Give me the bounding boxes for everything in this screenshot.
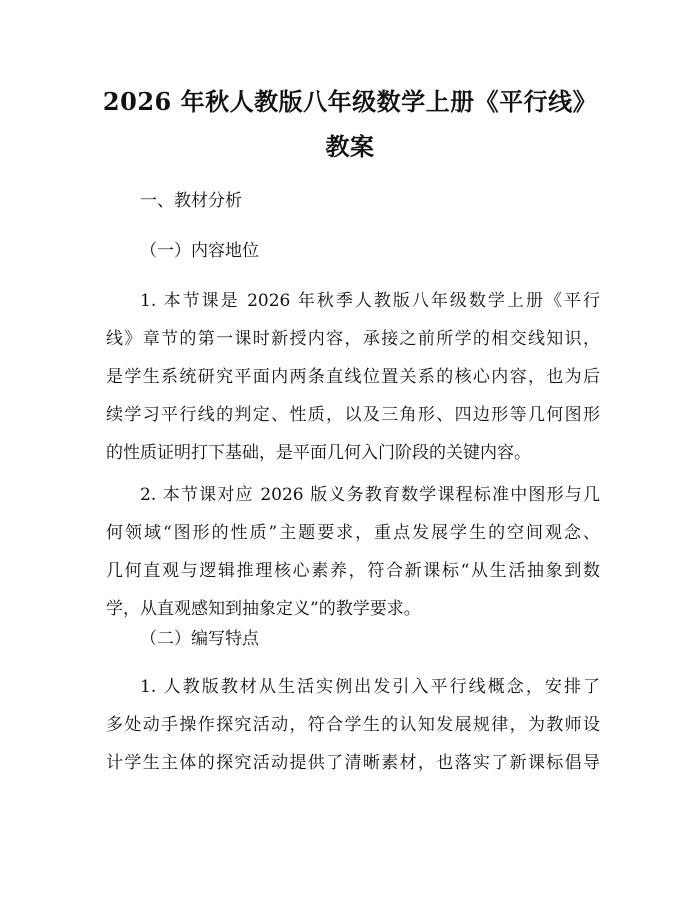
paragraph-line: 续学习平行线的判定、性质，以及三角形、四边形等几何图形 [106, 405, 600, 425]
subsection-heading-content-position: （一）内容地位 [140, 241, 259, 261]
paragraph-line: 的性质证明打下基础，是平面几何入门阶段的关键内容。 [106, 443, 531, 463]
paragraph-line: 1. 本节课是 2026 年秋季人教版八年级数学上册《平行 [140, 291, 600, 311]
paragraph-line: 线》章节的第一课时新授内容，承接之前所学的相交线知识， [106, 329, 600, 349]
section-heading-textbook-analysis: 一、教材分析 [140, 191, 242, 211]
paragraph-line: 1. 人教版教材从生活实例出发引入平行线概念，安排了 [140, 677, 600, 697]
paragraph-line: 是学生系统研究平面内两条直线位置关系的核心内容，也为后 [106, 367, 600, 387]
paragraph-1 [106, 282, 600, 472]
paragraph-line: 2. 本节课对应 2026 版义务教育数学课程标准中图形与几 [140, 485, 600, 505]
paragraph-line: 学，从直观感知到抽象定义”的教学要求。 [106, 599, 421, 619]
paragraph-3 [106, 668, 600, 782]
subsection-heading-writing-features: （二）编写特点 [140, 629, 259, 649]
document-title-line-1: 2026 年秋人教版八年级数学上册《平行线》 [102, 87, 598, 116]
paragraph-line: 几何直观与逻辑推理核心素养，符合新课标“从生活抽象到数 [106, 561, 600, 581]
paragraph-line: 计学生主体的探究活动提供了清晰素材，也落实了新课标倡导 [106, 753, 600, 773]
paragraph-2 [106, 476, 600, 628]
document-title-line-2: 教案 [325, 132, 375, 161]
paragraph-line: 何领域“图形的性质”主题要求，重点发展学生的空间观念、 [106, 523, 600, 543]
paragraph-line: 多处动手操作探究活动，符合学生的认知发展规律，为教师设 [106, 715, 600, 735]
